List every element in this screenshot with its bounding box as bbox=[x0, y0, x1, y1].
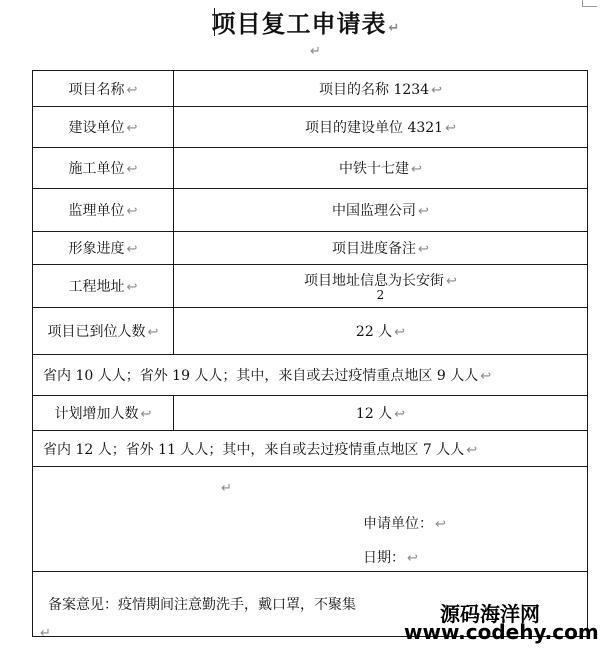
table-row bbox=[33, 232, 588, 265]
arrived-breakdown[interactable]: 省内 10 人人；省外 19 人人；其中，来自或去过疫情重点地区 9 人人 ↩ bbox=[33, 355, 588, 396]
table-row bbox=[33, 107, 588, 148]
field-label[interactable]: 项目已到位人数 ↩ bbox=[33, 308, 174, 355]
field-value[interactable]: 中国监理公司 ↩ bbox=[174, 189, 588, 232]
field-value[interactable]: 22 人 ↩ bbox=[174, 308, 588, 355]
table-row bbox=[33, 148, 588, 189]
table-row bbox=[33, 189, 588, 232]
application-table bbox=[32, 70, 588, 637]
field-label[interactable]: 计划增加人数 ↩ bbox=[33, 396, 174, 431]
field-value[interactable]: 项目地址信息为长安街 ↩ 2 bbox=[174, 265, 588, 308]
field-label[interactable]: 形象进度 ↩ bbox=[33, 232, 174, 265]
field-label[interactable]: 工程地址 ↩ bbox=[33, 265, 174, 308]
table-row bbox=[33, 308, 588, 355]
table-row bbox=[33, 396, 588, 431]
paragraph-mark: ↵ bbox=[221, 481, 232, 496]
paragraph-mark: ↵ bbox=[388, 21, 401, 36]
paragraph-mark: ↵ bbox=[40, 626, 51, 641]
table-row bbox=[33, 355, 588, 396]
field-value[interactable]: 项目的名称 1234 ↩ bbox=[174, 71, 588, 107]
table-row bbox=[33, 71, 588, 107]
field-label[interactable]: 项目名称 ↩ bbox=[33, 71, 174, 107]
field-label[interactable]: 建设单位 ↩ bbox=[33, 107, 174, 148]
table-row bbox=[33, 467, 588, 572]
watermark-brand: 源码海洋网 bbox=[440, 602, 540, 626]
field-label[interactable]: 监理单位 ↩ bbox=[33, 189, 174, 232]
address-line-2: 2 bbox=[376, 288, 385, 302]
signature-cell[interactable] bbox=[33, 467, 588, 572]
applicant-unit-label: 申请单位： ↩ bbox=[363, 516, 446, 532]
date-label: 日期： ↩ bbox=[363, 550, 418, 566]
field-value[interactable]: 项目的建设单位 4321 ↩ bbox=[174, 107, 588, 148]
table-row bbox=[33, 431, 588, 467]
field-value[interactable]: 项目进度备注 ↩ bbox=[174, 232, 588, 265]
table-row bbox=[33, 265, 588, 308]
field-label[interactable]: 施工单位 ↩ bbox=[33, 148, 174, 189]
field-value[interactable]: 12 人 ↩ bbox=[174, 396, 588, 431]
field-value[interactable]: 中铁十七建 ↩ bbox=[174, 148, 588, 189]
planned-breakdown[interactable]: 省内 12 人；省外 11 人人；其中，来自或去过疫情重点地区 7 人人 ↩ bbox=[33, 431, 588, 467]
paragraph-mark: ↵ bbox=[310, 44, 321, 59]
document-title[interactable]: 项目复工申请表 ↵ bbox=[211, 10, 401, 38]
watermark-url: www.codehy.com bbox=[404, 620, 599, 644]
filing-remarks[interactable]: 备案意见：疫情期间注意勤洗手，戴口罩，不聚集 bbox=[48, 597, 356, 613]
